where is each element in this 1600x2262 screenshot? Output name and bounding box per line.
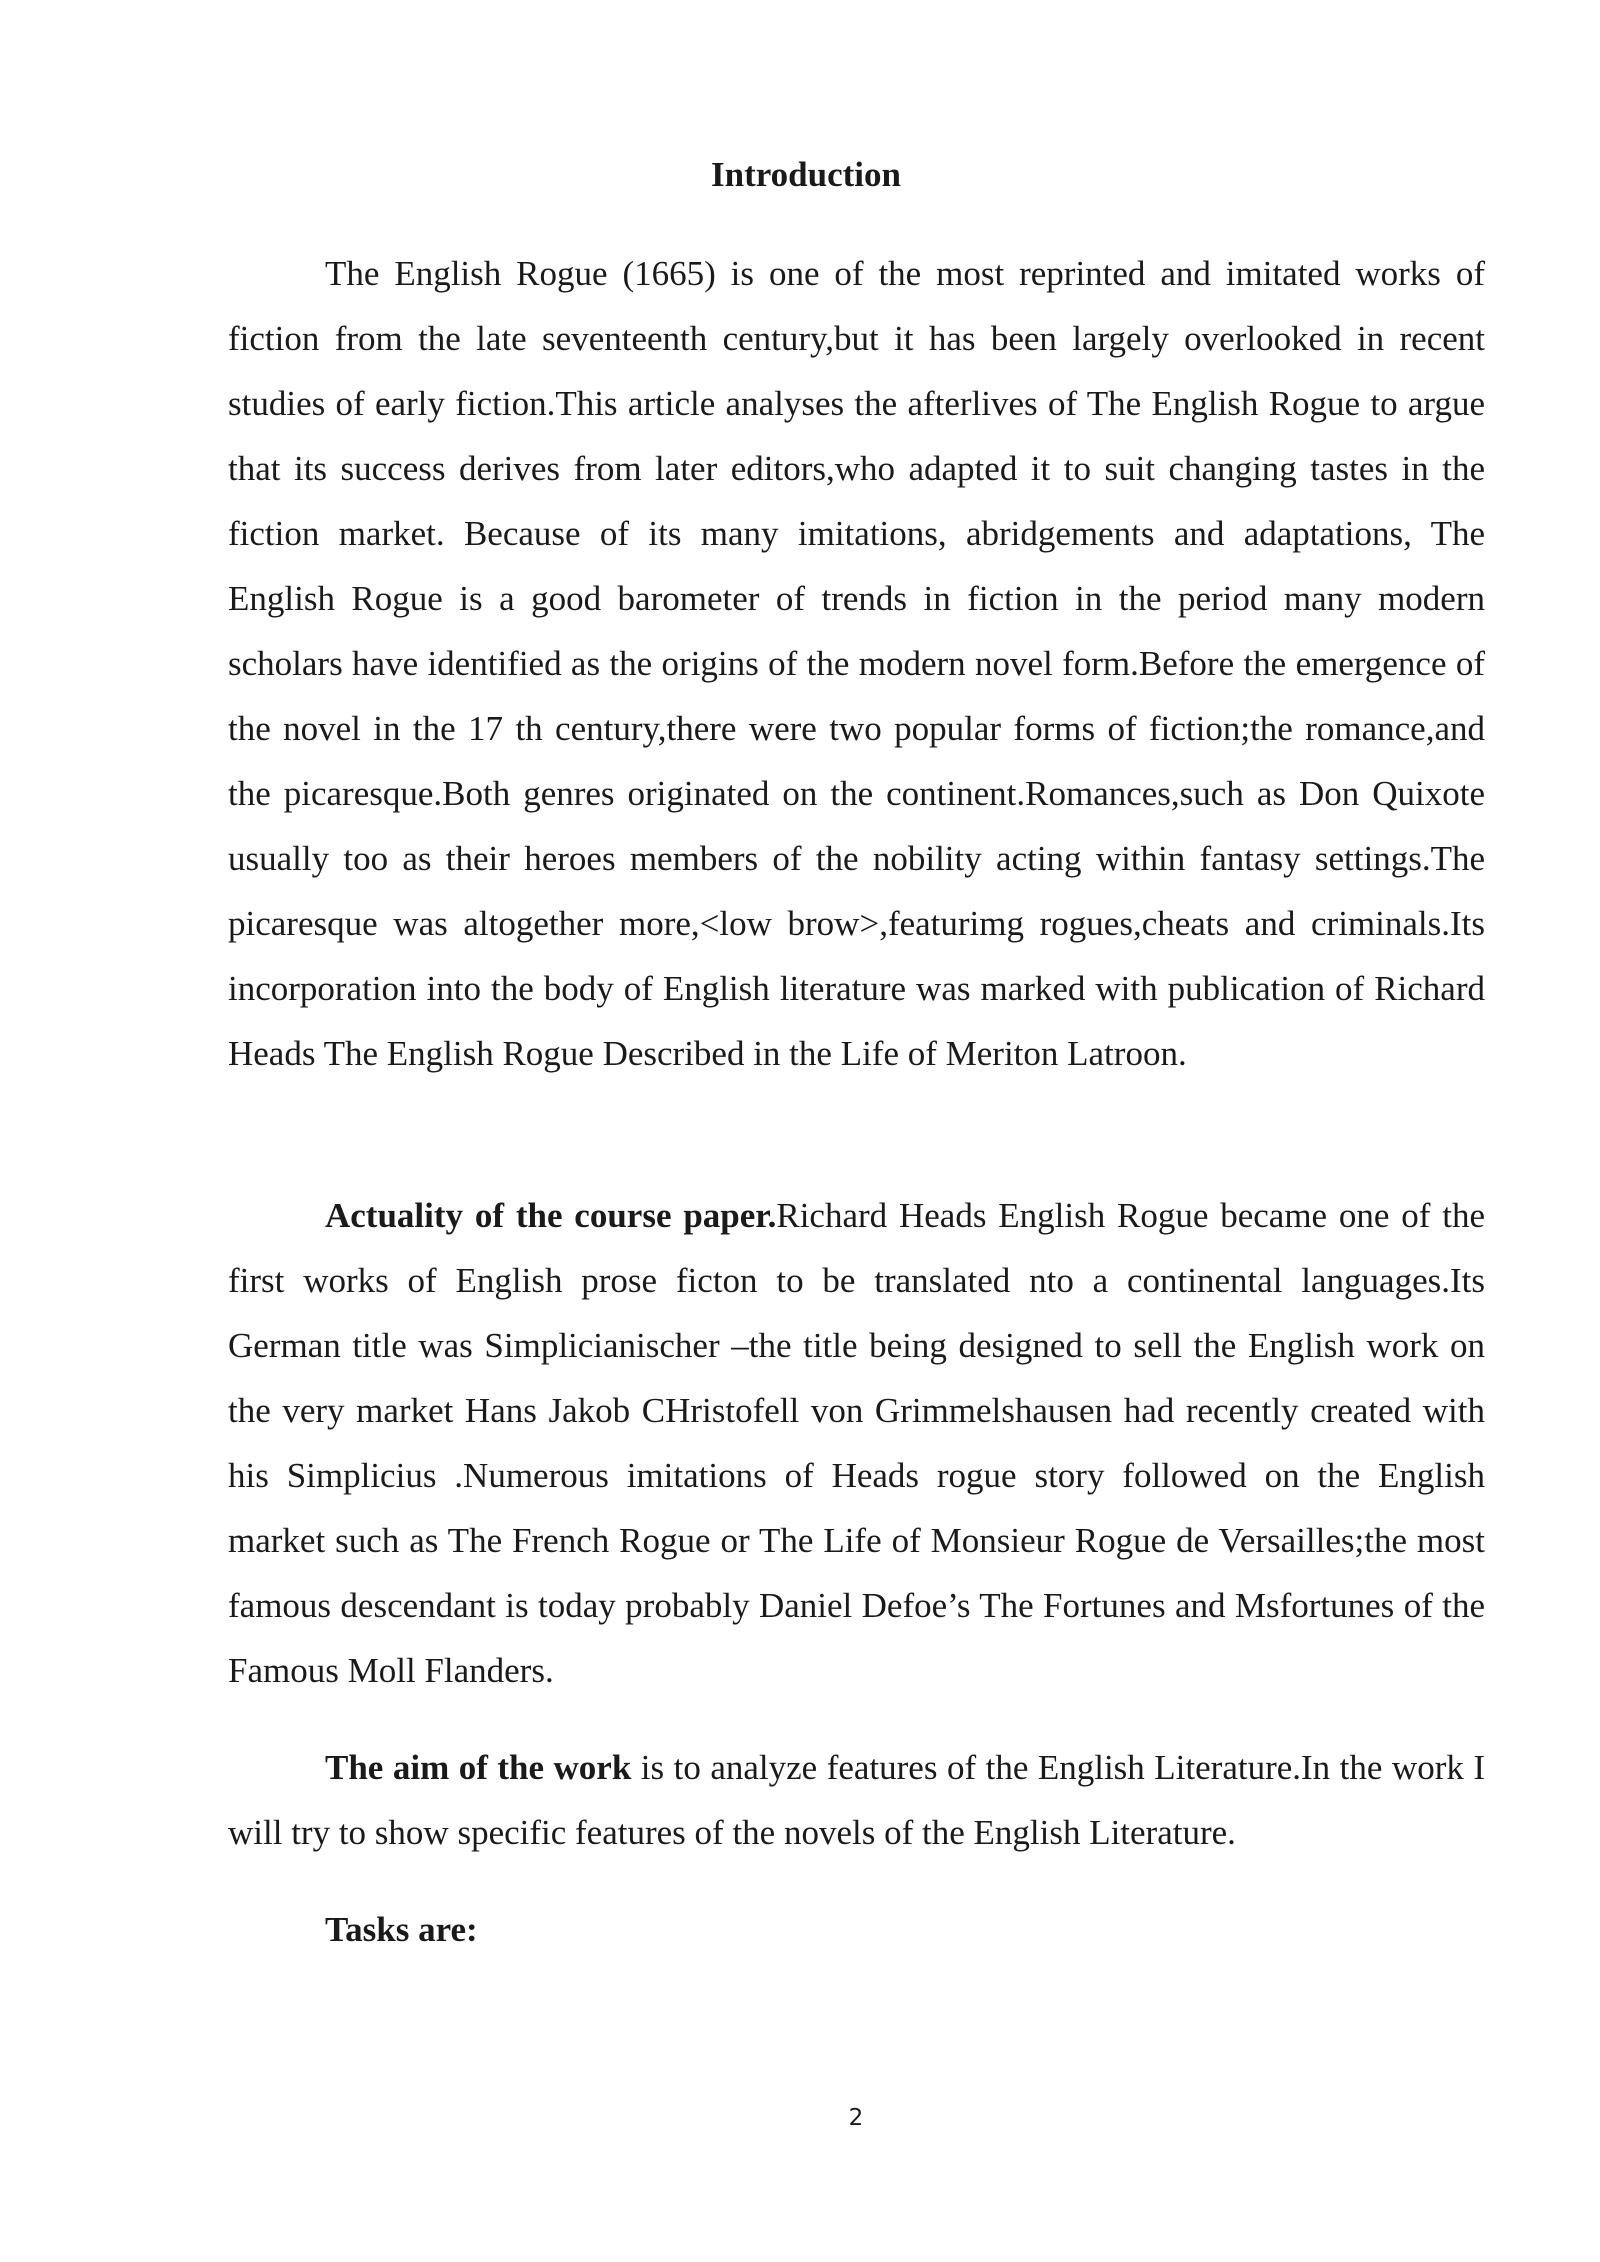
section-heading: Introduction	[711, 155, 901, 194]
aim-text: is to analyze features of the English Literature.In the work I will try to show specific features of the novels of the English Literature.	[228, 1748, 1485, 1852]
tasks-paragraph	[228, 1897, 1485, 1962]
actuality-paragraph	[228, 1183, 1485, 1703]
actuality-text: Richard Heads English Rogue became one of the first works of English prose ficton to be translated nto a continental languages.Its German title was Simplicianischer –the title being designed to sell the English work on the very market Hans Jakob CHristofell von Grimmelshausen had recently created with his Simplicius .Numerous imitations of Heads rogue story followed on the English market such as The French Rogue or The Life of Monsieur Rogue de Versailles;the most famous descendant is today probably Daniel Defoe’s The Fortunes and Msfortunes of the Famous Moll Flanders.	[228, 1196, 1485, 1690]
aim-label: The aim of the work	[325, 1748, 632, 1787]
intro-paragraph: The English Rogue (1665) is one of the most reprinted and imitated works of fiction from the late seventeenth century,but it has been largely overlooked in recent studies of early fiction.This article analyses the afterlives of The English Rogue to argue that its success derives from later editors,who adapted it to suit changing tastes in the fiction market. Because of its many imitations, abridgements and adaptations, The English Rogue is a good barometer of trends in fiction in the period many modern scholars have identified as the origins of the modern novel form.Before the emergence of the novel in the 17 th century,there were two popular forms of fiction;the romance,and the picaresque.Both genres originated on the continent.Romances,such as Don Quixote usually too as their heroes members of the nobility acting within fantasy settings.The picaresque was altogether more,<low brow>,featurimg rogues,cheats and criminals.Its incorporation into the body of English literature was marked with publication of Richard Heads The English Rogue Described in the Life of Meriton Latroon.	[228, 254, 1485, 1073]
page-number: 2	[848, 2105, 864, 2131]
aim-paragraph	[228, 1735, 1485, 1865]
tasks-label: Tasks are:	[325, 1910, 478, 1949]
actuality-label: Actuality of the course paper.	[325, 1196, 777, 1235]
